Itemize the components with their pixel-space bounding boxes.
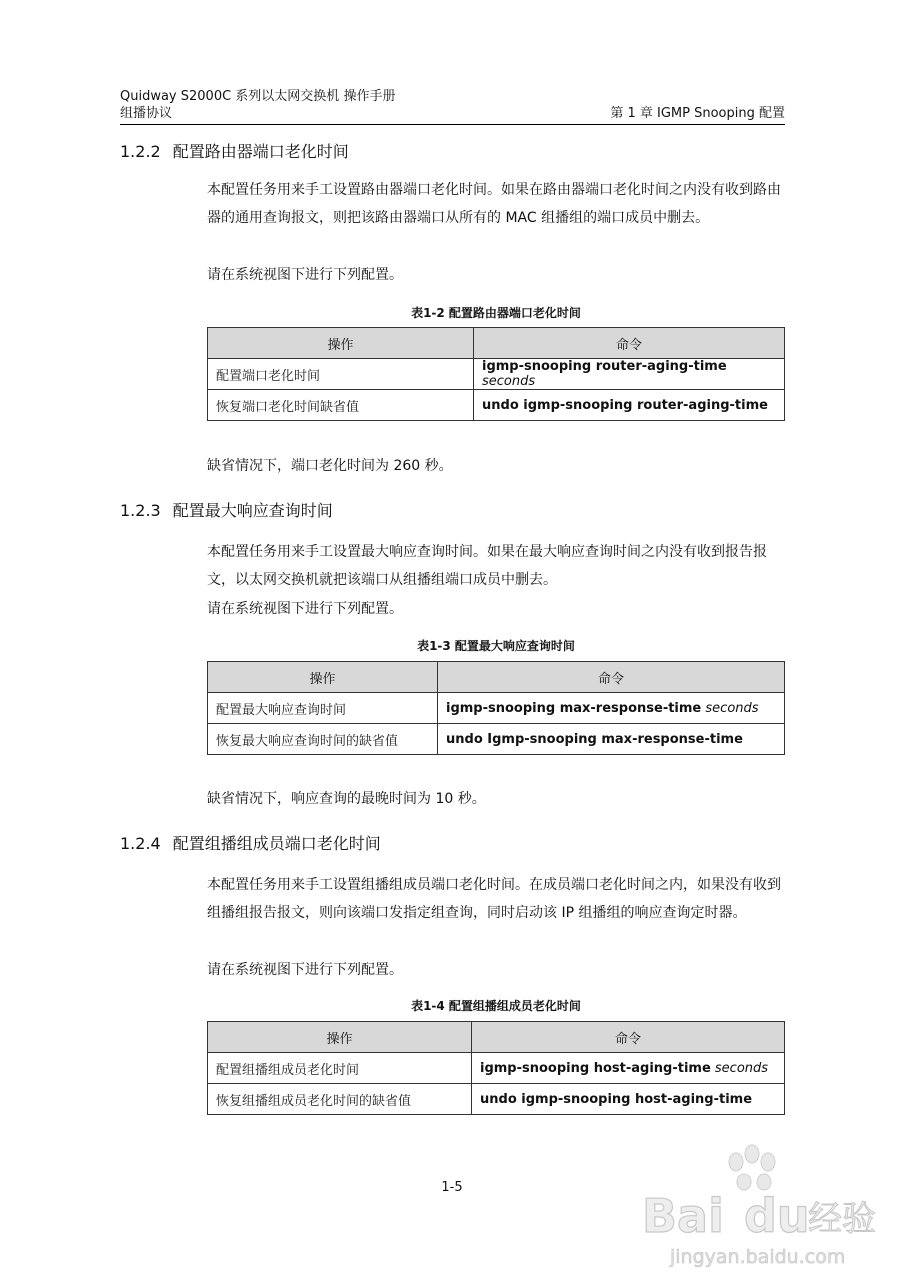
column-header-command: 命令 — [474, 328, 785, 359]
operation-cell: 配置最大响应查询时间 — [208, 693, 438, 724]
command-text: undo Igmp-snooping max-response-time — [446, 731, 743, 747]
section-title: 配置路由器端口老化时间 — [172, 142, 349, 161]
section-note: 缺省情况下，响应查询的最晚时间为 10 秒。 — [207, 791, 486, 807]
command-cell — [474, 359, 785, 390]
operation-cell: 配置组播组成员老化时间 — [208, 1053, 472, 1084]
command-table — [207, 1021, 785, 1115]
section-title: 配置最大响应查询时间 — [172, 501, 333, 520]
table-caption: 表1-4 配置组播组成员老化时间 — [411, 999, 581, 1013]
table-row — [208, 1053, 785, 1084]
command-text: undo igmp-snooping host-aging-time — [480, 1091, 753, 1107]
command-text: igmp-snooping max-response-time — [446, 700, 702, 716]
column-header-command: 命令 — [472, 1022, 785, 1053]
svg-text:du: du — [744, 1189, 810, 1243]
svg-text:jingyan.baidu.com: jingyan.baidu.com — [670, 1246, 846, 1268]
chapter-category: 组播协议 — [120, 106, 173, 121]
table-caption: 表1-2 配置路由器端口老化时间 — [411, 306, 581, 320]
section-intro: 本配置任务用来手工设置组播组成员端口老化时间。在成员端口老化时间之内，如果没有收到组播组报告报文，则向该端口发指定组查询，同时启动该 IP 组播组的响应查询定时器。 — [207, 877, 781, 921]
table-caption: 表1-3 配置最大响应查询时间 — [417, 639, 575, 653]
table-header-row — [208, 328, 785, 359]
operation-cell: 恢复端口老化时间缺省值 — [208, 390, 474, 421]
column-header-operation: 操作 — [208, 1022, 472, 1053]
section-heading-1-2-2 — [120, 142, 349, 162]
table-row — [208, 390, 785, 421]
command-text: igmp-snooping host-aging-time — [480, 1060, 711, 1076]
operation-cell: 恢复最大响应查询时间的缺省值 — [208, 724, 438, 755]
table-row — [208, 693, 785, 724]
section-heading-1-2-4 — [120, 834, 381, 854]
table-header-row — [208, 1022, 785, 1053]
column-header-operation: 操作 — [208, 328, 474, 359]
table-row — [208, 724, 785, 755]
operation-cell: 配置端口老化时间 — [208, 359, 474, 390]
svg-text:经验: 经验 — [808, 1199, 876, 1239]
command-cell — [472, 1053, 785, 1084]
table-row — [208, 359, 785, 390]
section-number: 1.2.4 — [120, 834, 161, 853]
command-table — [207, 661, 785, 755]
header-divider — [120, 124, 785, 125]
section-title: 配置组播组成员端口老化时间 — [172, 834, 381, 853]
section-number: 1.2.3 — [120, 501, 161, 520]
command-text: igmp-snooping router-aging-time — [482, 359, 727, 374]
command-param: seconds — [701, 700, 759, 716]
command-cell — [472, 1084, 785, 1115]
manual-title: Quidway S2000C 系列以太网交换机 操作手册 — [120, 89, 396, 104]
section-number: 1.2.2 — [120, 142, 161, 161]
table-row — [208, 1084, 785, 1115]
section-intro: 本配置任务用来手工设置最大响应查询时间。如果在最大响应查询时间之内没有收到报告报文，以太网交换机就把该端口从组播组端口成员中删去。 — [207, 544, 767, 588]
section-instruction: 请在系统视图下进行下列配置。 — [207, 962, 403, 978]
command-cell — [474, 390, 785, 421]
table-header-row — [208, 662, 785, 693]
command-param: seconds — [710, 1060, 769, 1076]
svg-text:Bai: Bai — [642, 1189, 724, 1243]
section-heading-1-2-3 — [120, 501, 333, 521]
section-instruction: 请在系统视图下进行下列配置。 — [207, 601, 403, 617]
command-param: seconds — [482, 374, 536, 389]
command-table — [207, 327, 785, 421]
baidu-jingyan-watermark-logo — [640, 1140, 890, 1270]
section-intro: 本配置任务用来手工设置路由器端口老化时间。如果在路由器端口老化时间之内没有收到路由器的通用查询报文，则把该路由器端口从所有的 MAC 组播组的端口成员中删去。 — [207, 182, 781, 226]
column-header-operation: 操作 — [208, 662, 438, 693]
command-cell — [438, 693, 785, 724]
chapter-title: 第 1 章 IGMP Snooping 配置 — [610, 106, 785, 121]
section-instruction: 请在系统视图下进行下列配置。 — [207, 267, 403, 283]
section-note: 缺省情况下，端口老化时间为 260 秒。 — [207, 458, 453, 474]
command-cell — [438, 724, 785, 755]
command-text: undo igmp-snooping router-aging-time — [482, 397, 768, 413]
operation-cell: 恢复组播组成员老化时间的缺省值 — [208, 1084, 472, 1115]
page-number: 1-5 — [441, 1180, 463, 1195]
column-header-command: 命令 — [438, 662, 785, 693]
